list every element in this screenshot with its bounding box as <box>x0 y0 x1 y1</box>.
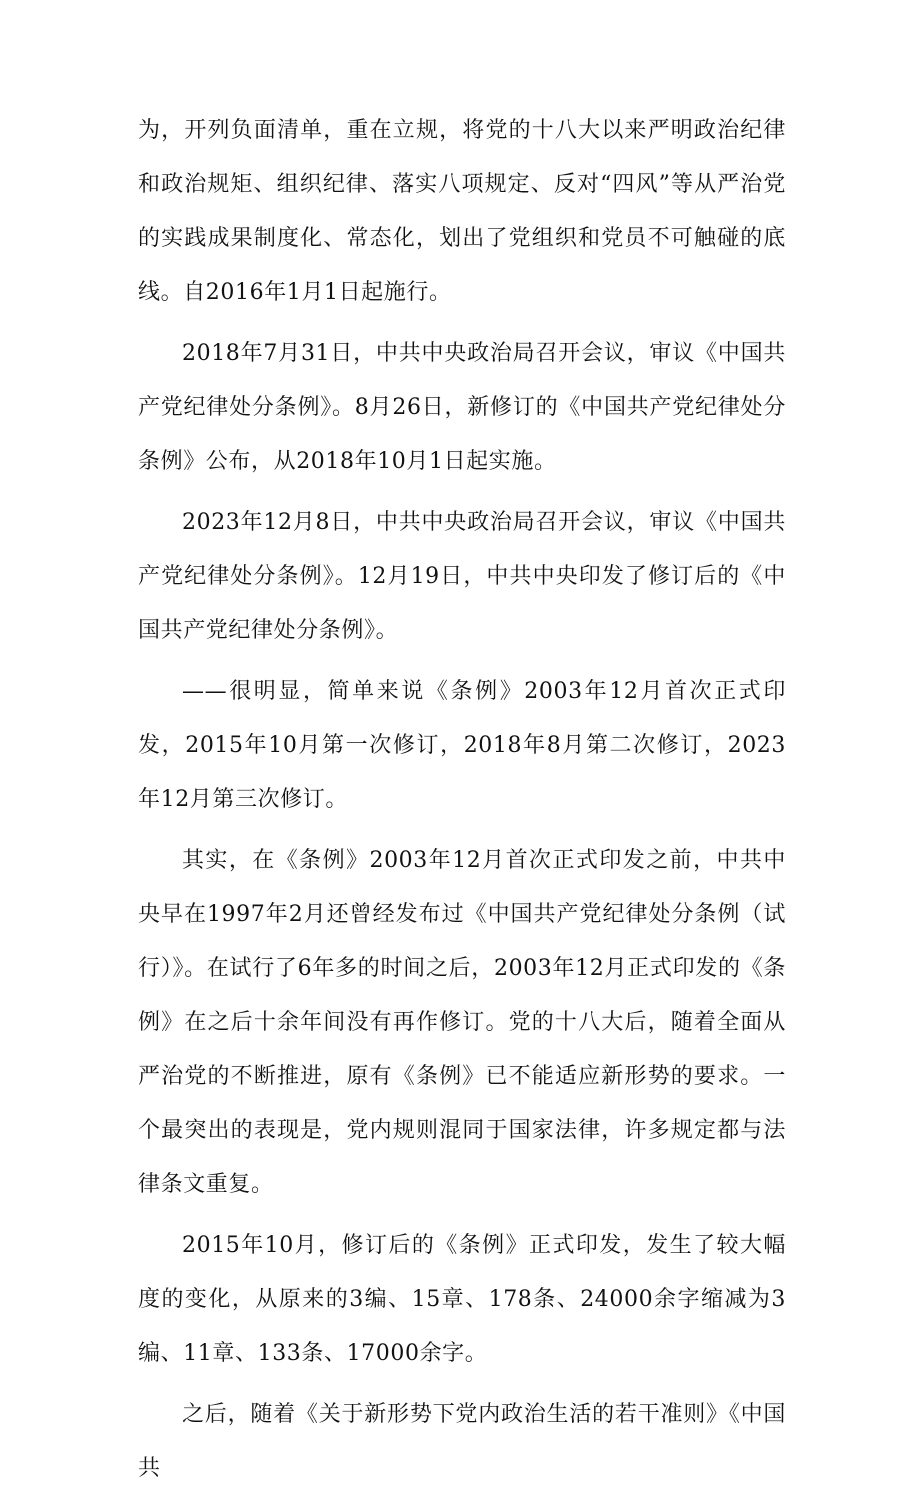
paragraph-6: 2015年10月，修订后的《条例》正式印发，发生了较大幅度的变化，从原来的3编、15章、178条、24000余字缩减为3编、11章、133条、17000余字。 <box>138 1233 786 1366</box>
paragraph-4: ——很明显，简单来说《条例》2003年12月首次正式印发，2015年10月第一次修订，2018年8月第二次修订，2023年12月第三次修订。 <box>138 679 786 812</box>
paragraph-1: 为，开列负面清单，重在立规，将党的十八大以来严明政治纪律和政治规矩、组织纪律、落实八项规定、反对“四风”等从严治党的实践成果制度化、常态化，划出了党组织和党员不可触碰的底线。自2016年1月1日起施行。 <box>138 118 786 305</box>
paragraph-5: 其实，在《条例》2003年12月首次正式印发之前，中共中央早在1997年2月还曾经发布过《中国共产党纪律处分条例（试行）》。在试行了6年多的时间之后，2003年12月正式印发的《条例》在之后十余年间没有再作修订。党的十八大后，随着全面从严治党的不断推进，原有《条例》已不能适应新形势的要求。一个最突出的表现是，党内规则混同于国家法律，许多规定都与法律条文重复。 <box>138 848 786 1197</box>
paragraph-3: 2023年12月8日，中共中央政治局召开会议，审议《中国共产党纪律处分条例》。12月19日，中共中央印发了修订后的《中国共产党纪律处分条例》。 <box>138 510 786 643</box>
document-body <box>138 104 786 1503</box>
paragraph-7: 之后，随着《关于新形势下党内政治生活的若干准则》《中国共 <box>138 1402 786 1481</box>
paragraph-2: 2018年7月31日，中共中央政治局召开会议，审议《中国共产党纪律处分条例》。8月26日，新修订的《中国共产党纪律处分条例》公布，从2018年10月1日起实施。 <box>138 341 786 474</box>
